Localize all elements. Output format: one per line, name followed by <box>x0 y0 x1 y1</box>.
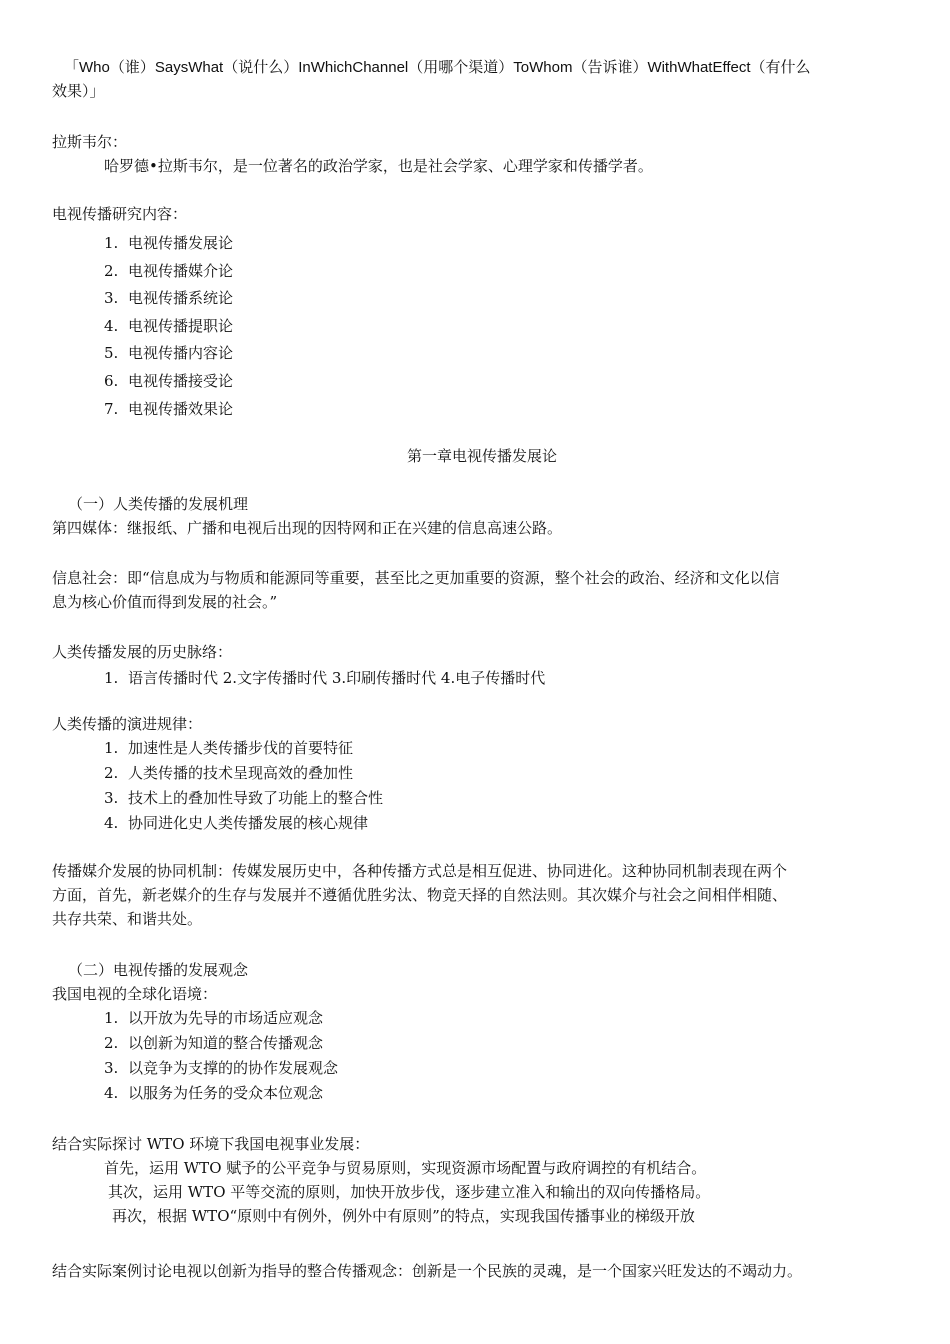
list-item: 4. 协同进化史人类传播发展的核心规律 <box>104 814 369 832</box>
list-item: 1. 以开放为先导的市场适应观念 <box>104 1009 324 1027</box>
rules-heading: 人类传播的演进规律： <box>52 715 203 733</box>
lasswell-description: 哈罗德•拉斯韦尔，是一位著名的政治学家，也是社会学家、心理学家和传播学者。 <box>104 157 653 175</box>
section-2 <box>52 958 912 1106</box>
wto-point-2: 其次，运用 WTO 平等交流的原则，加快开放步伐，逐步建立准入和输出的双向传播格局。 <box>108 1183 711 1201</box>
rules-section <box>52 712 912 836</box>
section-1-heading: （一）人类传播的发展机理 <box>68 495 249 513</box>
case-paragraph: 结合实际案例讨论电视以创新为指导的整合传播观念：创新是一个民族的灵魂，是一个国家兴旺发达的不竭动力。 <box>52 1262 803 1280</box>
wto-heading: 结合实际探讨 WTO 环境下我国电视事业发展： <box>52 1135 370 1153</box>
list-item: 7. 电视传播效果论 <box>104 399 234 418</box>
chapter-title: 第一章电视传播发展论 <box>406 447 557 465</box>
quote-line-2: 效果）」 <box>52 83 105 100</box>
global-list <box>52 1006 912 1106</box>
history-list: 1. 语言传播时代 2.文字传播时代 3.印刷传播时代 4.电子传播时代 <box>104 669 546 687</box>
list-item: 3. 以竞争为支撑的的协作发展观念 <box>104 1059 339 1077</box>
section-2-heading: （二）电视传播的发展观念 <box>68 961 249 979</box>
section-1 <box>52 492 912 540</box>
global-heading: 我国电视的全球化语境： <box>52 985 218 1003</box>
research-heading: 电视传播研究内容： <box>52 205 188 223</box>
lasswell-heading: 拉斯韦尔： <box>52 133 128 151</box>
list-item: 3. 技术上的叠加性导致了功能上的整合性 <box>104 789 384 807</box>
list-item: 4. 电视传播提职论 <box>104 316 234 335</box>
lasswell-section <box>52 130 912 178</box>
list-item: 3. 电视传播系统论 <box>104 289 234 308</box>
research-list <box>52 230 912 423</box>
list-item: 2. 电视传播媒介论 <box>104 261 234 280</box>
wto-point-1: 首先，运用 WTO 赋予的公平竞争与贸易原则，实现资源市场配置与政府调控的有机结合。 <box>104 1159 707 1177</box>
quote-line-1: 「Who（谁）SaysWhat（说什么）InWhichChannel（用哪个渠道）ToWhom（告诉谁）WithWhatEffect（有什么 <box>64 59 811 76</box>
fourth-media-paragraph: 第四媒体：继报纸、广播和电视后出现的因特网和正在兴建的信息高速公路。 <box>52 519 563 537</box>
list-item: 1. 加速性是人类传播步伐的首要特征 <box>104 739 354 757</box>
history-heading: 人类传播发展的历史脉络： <box>52 643 233 661</box>
list-item: 4. 以服务为任务的受众本位观念 <box>104 1084 324 1102</box>
list-item: 2. 人类传播的技术呈现高效的叠加性 <box>104 764 354 782</box>
list-item: 5. 电视传播内容论 <box>104 344 234 363</box>
lasswell-formula-quote <box>52 56 904 100</box>
history-section <box>52 640 912 690</box>
wto-section <box>52 1132 912 1228</box>
research-section <box>52 202 912 423</box>
list-item: 1. 电视传播发展论 <box>104 234 234 252</box>
info-society-paragraph: 信息社会：即“信息成为与物质和能源同等重要，甚至比之更加重要的资源，整个社会的政治、经济和文化以信 息为核心价值而得到发展的社会。” <box>52 569 780 611</box>
rules-list <box>52 736 912 836</box>
list-item: 2. 以创新为知道的整合传播观念 <box>104 1034 324 1052</box>
coevolution-paragraph: 传播媒介发展的协同机制：传媒发展历史中，各种传播方式总是相互促进、协同进化。这种协同机制表现在两个 方面，首先，新老媒介的生存与发展并不遵循优胜劣汰、物竞天择的自然法则。其次媒介与社会之间相伴相随、 共存共荣、和谐共处。 <box>52 862 788 928</box>
list-item: 6. 电视传播接受论 <box>104 371 234 390</box>
wto-point-3: 再次，根据 WTO“原则中有例外，例外中有原则”的特点，实现我国传播事业的梯级开放 <box>112 1207 695 1225</box>
